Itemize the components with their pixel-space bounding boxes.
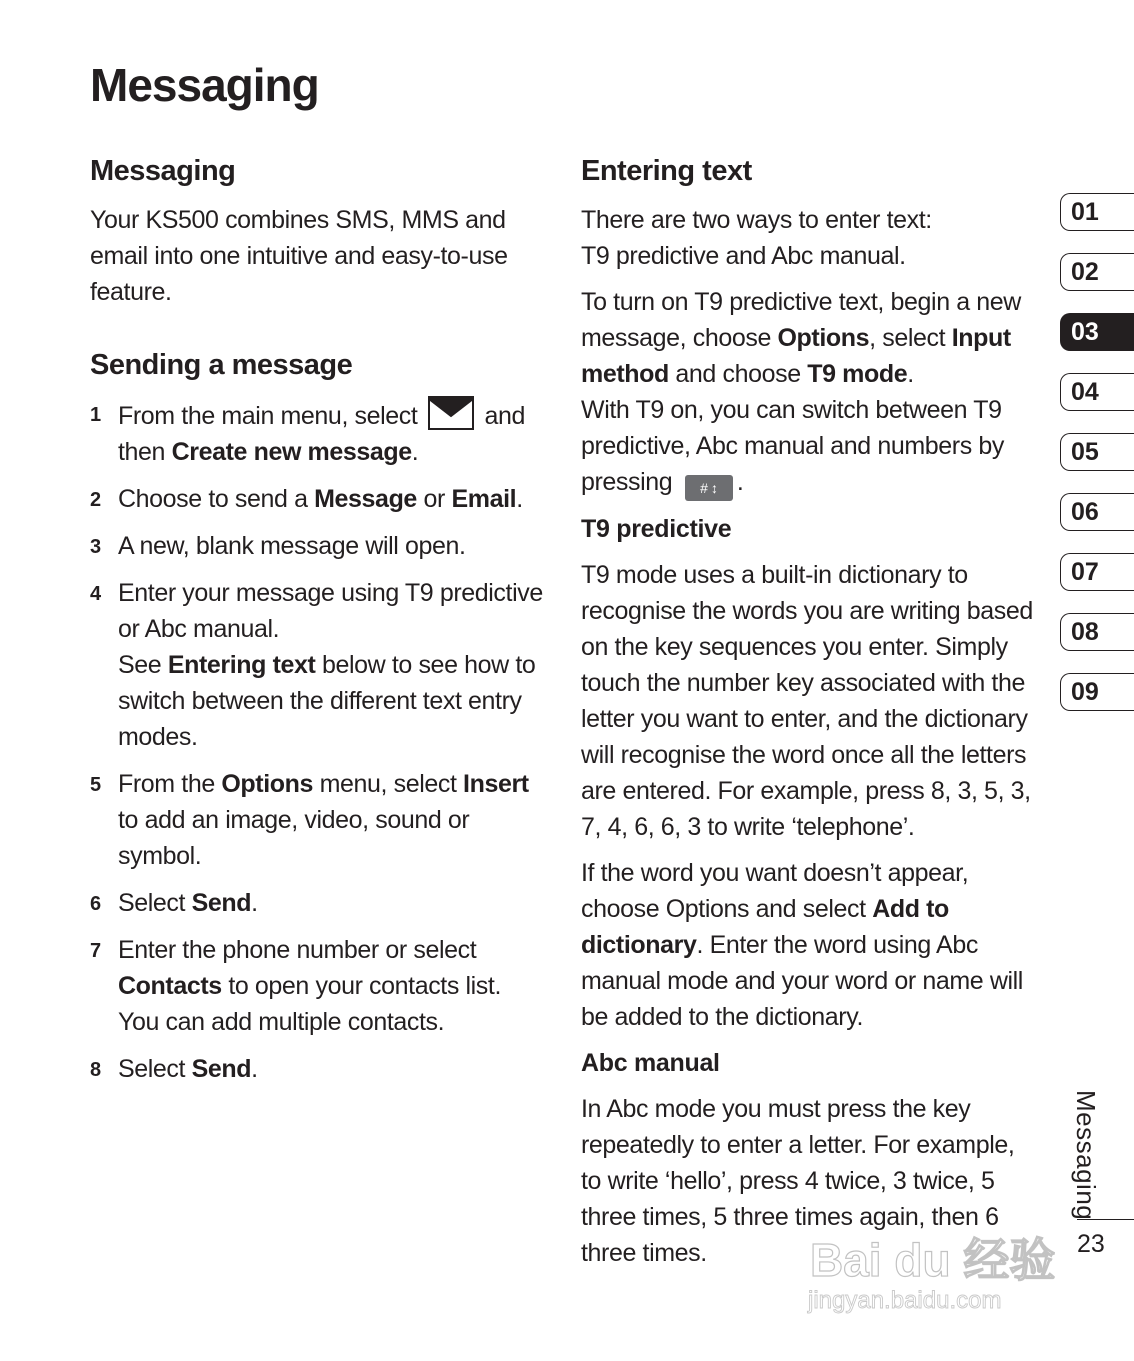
add-to-dictionary-text: If the word you want doesn’t appear, choose Options and select Add to dictionary. Enter the word using Abc manual mode and your word or name will be added to the dictionary. [581, 859, 1023, 1031]
messaging-heading: Messaging [90, 155, 236, 187]
intro-text: Your KS500 combines SMS, MMS and email into one intuitive and easy-to-use feature. [90, 206, 508, 306]
step-5: 5 From the Options menu, select Insert to add an image, video, sound or symbol. [90, 766, 550, 874]
hash-key-icon: # ↕ [685, 475, 733, 501]
chapter-tab-01[interactable]: 01 [1060, 193, 1134, 231]
right-column [581, 150, 1036, 1271]
step-3: 3 A new, blank message will open. [90, 528, 550, 564]
entering-text-intro: There are two ways to enter text: T9 predictive and Abc manual. [581, 206, 932, 270]
side-section-label: Messaging [1071, 1090, 1101, 1221]
page-number-divider [1077, 1219, 1134, 1220]
step-number: 6 [90, 893, 101, 915]
svg-text:Bai du 经验: Bai du 经验 [810, 1234, 1056, 1286]
baidu-watermark [806, 1218, 1068, 1318]
abc-manual-heading: Abc manual [581, 1049, 720, 1077]
chapter-tab-02[interactable]: 02 [1060, 253, 1134, 291]
step-1: 1 From the main menu, select and then Create new message. [90, 396, 550, 470]
abc-manual-text: In Abc mode you must press the key repeatedly to enter a letter. For example, to write ‘hello’, press 4 twice, 3 twice, 5 three times, 5 three times again, then 6 three times. [581, 1095, 1015, 1267]
step-8: 8 Select Send. [90, 1051, 550, 1087]
page-title: Messaging [90, 59, 319, 111]
step-4: 4 Enter your message using T9 predictive or Abc manual. See Entering text below to see how to switch between the different text entry modes. [90, 575, 550, 755]
step-6: 6 Select Send. [90, 885, 550, 921]
chapter-tab-08[interactable]: 08 [1060, 613, 1134, 651]
page-number: 23 [1077, 1230, 1105, 1258]
step-number: 8 [90, 1059, 101, 1081]
sending-message-heading: Sending a message [90, 349, 353, 381]
chapter-tab-03[interactable]: 03 [1060, 313, 1134, 351]
svg-text:jingyan.baidu.com: jingyan.baidu.com [808, 1287, 1002, 1314]
step-number: 1 [90, 404, 101, 426]
entering-text-heading: Entering text [581, 155, 752, 187]
message-envelope-icon [428, 396, 474, 430]
chapter-tab-06[interactable]: 06 [1060, 493, 1134, 531]
step-2: 2 Choose to send a Message or Email. [90, 481, 550, 517]
chapter-tab-07[interactable]: 07 [1060, 553, 1134, 591]
t9-predictive-heading: T9 predictive [581, 515, 732, 543]
step-7: 7 Enter the phone number or select Contacts to open your contacts list. You can add multiple contacts. [90, 932, 550, 1040]
steps-list [90, 396, 550, 1087]
t9-activation-text: To turn on T9 predictive text, begin a new message, choose Options, select Input method and choose T9 mode. With T9 on, you can switch between T9 predictive, Abc manual and numbers by pressing # ↕ . [581, 284, 1036, 501]
step-number: 4 [90, 583, 101, 605]
step-number: 7 [90, 940, 101, 962]
chapter-tab-05[interactable]: 05 [1060, 433, 1134, 471]
left-column [90, 150, 550, 1098]
chapter-tab-09[interactable]: 09 [1060, 673, 1134, 711]
step-number: 2 [90, 489, 101, 511]
t9-predictive-text: T9 mode uses a built-in dictionary to recognise the words you are writing based on the key sequences you enter. Simply touch the number key associated with the letter you want to enter, and the dictionary will recognise the word once all the letters are entered. For example, press 8, 3, 5, 3, 7, 4, 6, 6, 3 to write ‘telephone’. [581, 561, 1033, 841]
step-number: 3 [90, 536, 101, 558]
chapter-tab-04[interactable]: 04 [1060, 373, 1134, 411]
step-number: 5 [90, 774, 101, 796]
